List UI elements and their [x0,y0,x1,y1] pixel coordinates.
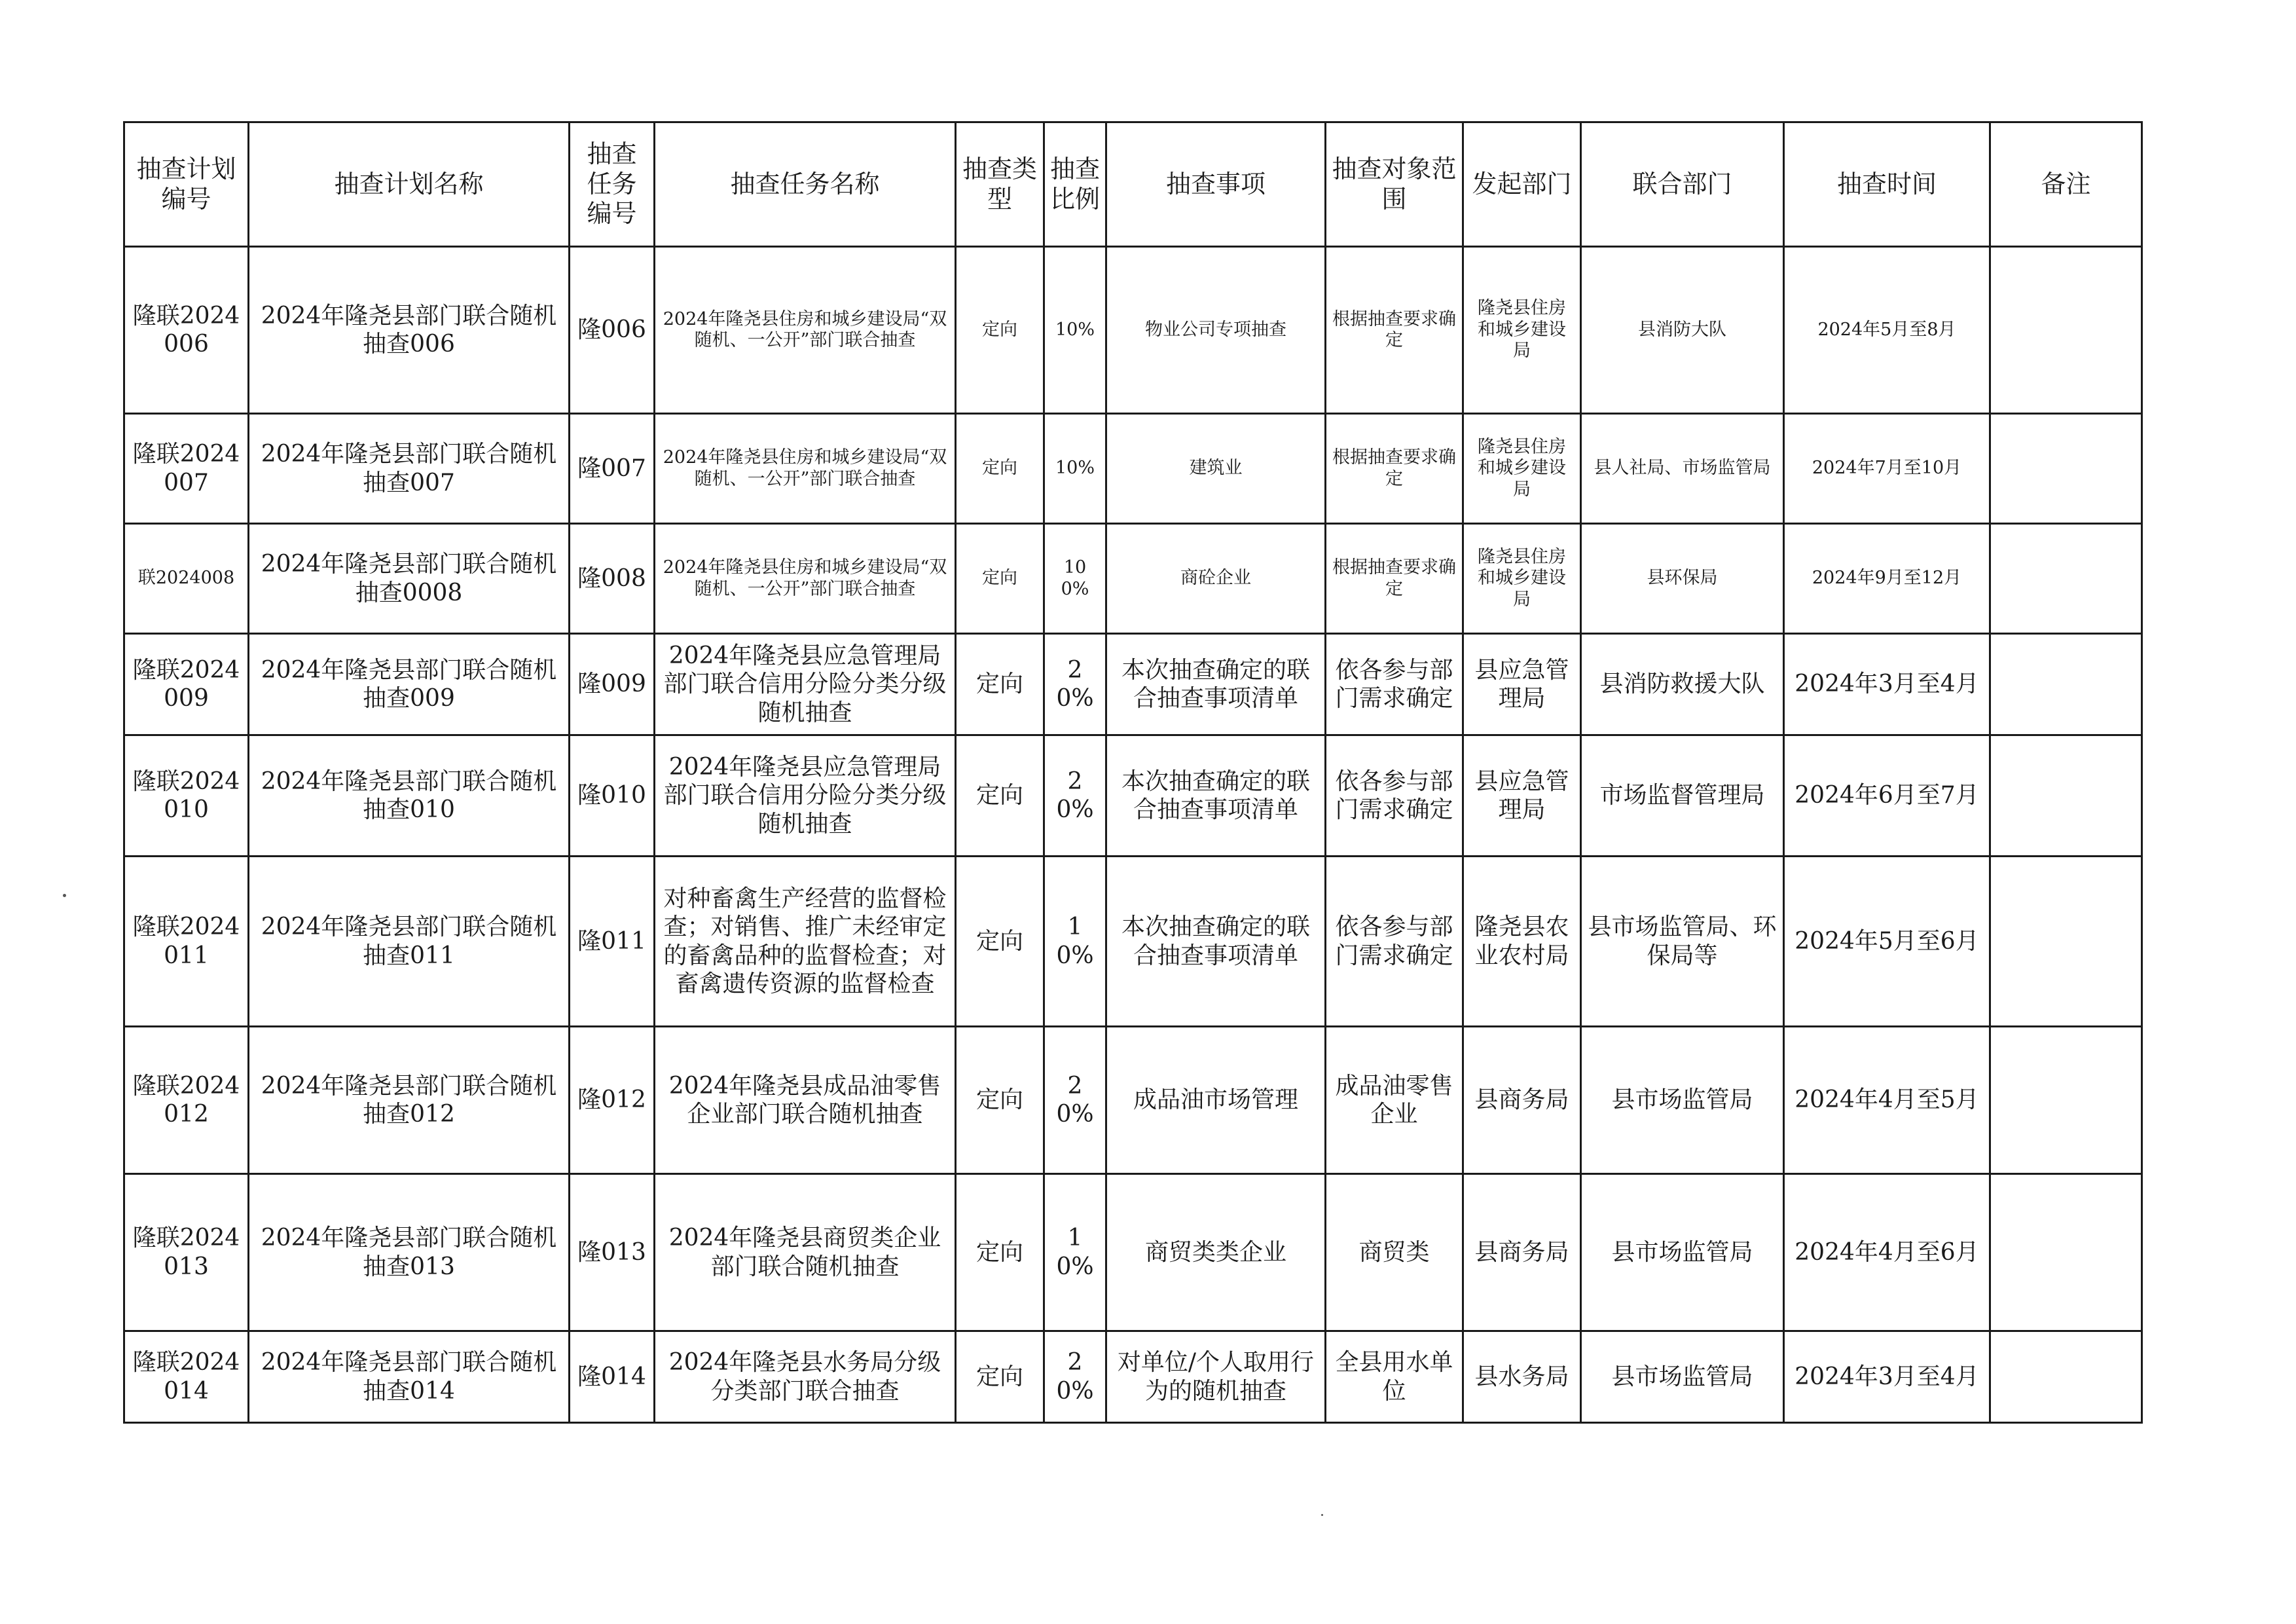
ratio-cell: 10% [1044,414,1106,524]
initiator-cell: 县应急管理局 [1463,634,1581,735]
joint-dept-cell: 县市场监管局 [1581,1331,1784,1423]
remark-cell [1990,857,2142,1027]
task-name-cell: 2024年隆尧县住房和城乡建设局“双随机、一公开”部门联合抽查 [655,524,956,634]
remark-cell [1990,247,2142,414]
initiator-cell: 县商务局 [1463,1027,1581,1174]
joint-dept-cell: 市场监督管理局 [1581,735,1784,857]
scope-cell: 根据抽查要求确定 [1326,524,1463,634]
task-name-cell: 对种畜禽生产经营的监督检查；对销售、推广未经审定的畜禽品种的监督检查；对畜禽遗传资源的监督检查 [655,857,956,1027]
scope-cell: 根据抽查要求确定 [1326,247,1463,414]
initiator-cell: 隆尧县农业农村局 [1463,857,1581,1027]
task-no-cell: 隆011 [570,857,655,1027]
plan-name-cell: 2024年隆尧县部门联合随机抽查014 [249,1331,570,1423]
header-joint-dept: 联合部门 [1581,122,1784,247]
plan-no-cell: 隆联2024009 [124,634,249,735]
type-cell: 定向 [956,735,1044,857]
joint-dept-cell: 县市场监管局 [1581,1027,1784,1174]
ratio-cell: 20% [1044,634,1106,735]
type-cell: 定向 [956,414,1044,524]
plan-name-cell: 2024年隆尧县部门联合随机抽查006 [249,247,570,414]
inspection-plan-table [123,121,2143,1424]
time-cell: 2024年7月至10月 [1784,414,1990,524]
task-no-cell: 隆006 [570,247,655,414]
ratio-cell: 10% [1044,857,1106,1027]
task-no-cell: 隆010 [570,735,655,857]
scope-cell: 商贸类 [1326,1174,1463,1331]
table-row [124,1027,2142,1174]
scope-cell: 依各参与部门需求确定 [1326,857,1463,1027]
remark-cell [1990,414,2142,524]
table-row [124,735,2142,857]
header-task-no: 抽查任务编号 [570,122,655,247]
plan-no-cell: 隆联2024011 [124,857,249,1027]
ratio-cell: 20% [1044,1331,1106,1423]
plan-name-cell: 2024年隆尧县部门联合随机抽查012 [249,1027,570,1174]
initiator-cell: 隆尧县住房和城乡建设局 [1463,414,1581,524]
task-no-cell: 隆013 [570,1174,655,1331]
ratio-cell: 20% [1044,1027,1106,1174]
time-cell: 2024年6月至7月 [1784,735,1990,857]
time-cell: 2024年3月至4月 [1784,634,1990,735]
table-row [124,857,2142,1027]
table-row [124,1331,2142,1423]
plan-no-cell: 隆联2024006 [124,247,249,414]
scope-cell: 依各参与部门需求确定 [1326,634,1463,735]
plan-name-cell: 2024年隆尧县部门联合随机抽查007 [249,414,570,524]
task-name-cell: 2024年隆尧县水务局分级分类部门联合抽查 [655,1331,956,1423]
item-cell: 物业公司专项抽查 [1106,247,1326,414]
joint-dept-cell: 县人社局、市场监管局 [1581,414,1784,524]
plan-no-cell: 隆联2024012 [124,1027,249,1174]
header-plan-name: 抽查计划名称 [249,122,570,247]
ratio-cell: 20% [1044,735,1106,857]
plan-no-cell: 隆联2024007 [124,414,249,524]
header-plan-no: 抽查计划编号 [124,122,249,247]
plan-no-cell: 隆联2024010 [124,735,249,857]
header-item: 抽查事项 [1106,122,1326,247]
type-cell: 定向 [956,1331,1044,1423]
plan-name-cell: 2024年隆尧县部门联合随机抽查009 [249,634,570,735]
scope-cell: 成品油零售企业 [1326,1027,1463,1174]
task-no-cell: 隆012 [570,1027,655,1174]
header-time: 抽查时间 [1784,122,1990,247]
header-ratio: 抽查比例 [1044,122,1106,247]
header-row [124,122,2142,247]
joint-dept-cell: 县市场监管局 [1581,1174,1784,1331]
plan-no-cell: 隆联2024014 [124,1331,249,1423]
item-cell: 商贸类类企业 [1106,1174,1326,1331]
time-cell: 2024年4月至6月 [1784,1174,1990,1331]
plan-name-cell: 2024年隆尧县部门联合随机抽查010 [249,735,570,857]
remark-cell [1990,1331,2142,1423]
remark-cell [1990,634,2142,735]
item-cell: 建筑业 [1106,414,1326,524]
remark-cell [1990,1027,2142,1174]
scope-cell: 全县用水单位 [1326,1331,1463,1423]
initiator-cell: 隆尧县住房和城乡建设局 [1463,247,1581,414]
task-no-cell: 隆007 [570,414,655,524]
header-remark: 备注 [1990,122,2142,247]
type-cell: 定向 [956,1027,1044,1174]
scope-cell: 根据抽查要求确定 [1326,414,1463,524]
task-name-cell: 2024年隆尧县应急管理局部门联合信用分险分类分级随机抽查 [655,735,956,857]
table-row [124,524,2142,634]
task-no-cell: 隆008 [570,524,655,634]
time-cell: 2024年4月至5月 [1784,1027,1990,1174]
task-no-cell: 隆014 [570,1331,655,1423]
time-cell: 2024年9月至12月 [1784,524,1990,634]
table-row [124,1174,2142,1331]
remark-cell [1990,524,2142,634]
task-name-cell: 2024年隆尧县应急管理局部门联合信用分险分类分级随机抽查 [655,634,956,735]
initiator-cell: 县应急管理局 [1463,735,1581,857]
item-cell: 本次抽查确定的联合抽查事项清单 [1106,634,1326,735]
initiator-cell: 隆尧县住房和城乡建设局 [1463,524,1581,634]
initiator-cell: 县商务局 [1463,1174,1581,1331]
joint-dept-cell: 县环保局 [1581,524,1784,634]
type-cell: 定向 [956,247,1044,414]
time-cell: 2024年5月至8月 [1784,247,1990,414]
initiator-cell: 县水务局 [1463,1331,1581,1423]
joint-dept-cell: 县消防大队 [1581,247,1784,414]
item-cell: 商砼企业 [1106,524,1326,634]
scope-cell: 依各参与部门需求确定 [1326,735,1463,857]
task-name-cell: 2024年隆尧县商贸类企业部门联合随机抽查 [655,1174,956,1331]
scan-speck [63,894,66,897]
item-cell: 对单位/个人取用行为的随机抽查 [1106,1331,1326,1423]
ratio-cell: 100% [1044,524,1106,634]
header-task-name: 抽查任务名称 [655,122,956,247]
task-name-cell: 2024年隆尧县成品油零售企业部门联合随机抽查 [655,1027,956,1174]
table-row [124,247,2142,414]
plan-no-cell: 隆联2024013 [124,1174,249,1331]
item-cell: 成品油市场管理 [1106,1027,1326,1174]
table-row [124,634,2142,735]
type-cell: 定向 [956,634,1044,735]
time-cell: 2024年5月至6月 [1784,857,1990,1027]
header-type: 抽查类型 [956,122,1044,247]
type-cell: 定向 [956,857,1044,1027]
ratio-cell: 10% [1044,1174,1106,1331]
table-row [124,414,2142,524]
type-cell: 定向 [956,524,1044,634]
plan-name-cell: 2024年隆尧县部门联合随机抽查011 [249,857,570,1027]
type-cell: 定向 [956,1174,1044,1331]
time-cell: 2024年3月至4月 [1784,1331,1990,1423]
item-cell: 本次抽查确定的联合抽查事项清单 [1106,857,1326,1027]
remark-cell [1990,1174,2142,1331]
scan-speck [1321,1514,1323,1516]
task-name-cell: 2024年隆尧县住房和城乡建设局“双随机、一公开”部门联合抽查 [655,247,956,414]
joint-dept-cell: 县市场监管局、环保局等 [1581,857,1784,1027]
remark-cell [1990,735,2142,857]
plan-no-cell: 联2024008 [124,524,249,634]
joint-dept-cell: 县消防救援大队 [1581,634,1784,735]
header-initiator: 发起部门 [1463,122,1581,247]
header-scope: 抽查对象范围 [1326,122,1463,247]
item-cell: 本次抽查确定的联合抽查事项清单 [1106,735,1326,857]
plan-name-cell: 2024年隆尧县部门联合随机抽查013 [249,1174,570,1331]
ratio-cell: 10% [1044,247,1106,414]
task-no-cell: 隆009 [570,634,655,735]
plan-name-cell: 2024年隆尧县部门联合随机抽查0008 [249,524,570,634]
task-name-cell: 2024年隆尧县住房和城乡建设局“双随机、一公开”部门联合抽查 [655,414,956,524]
